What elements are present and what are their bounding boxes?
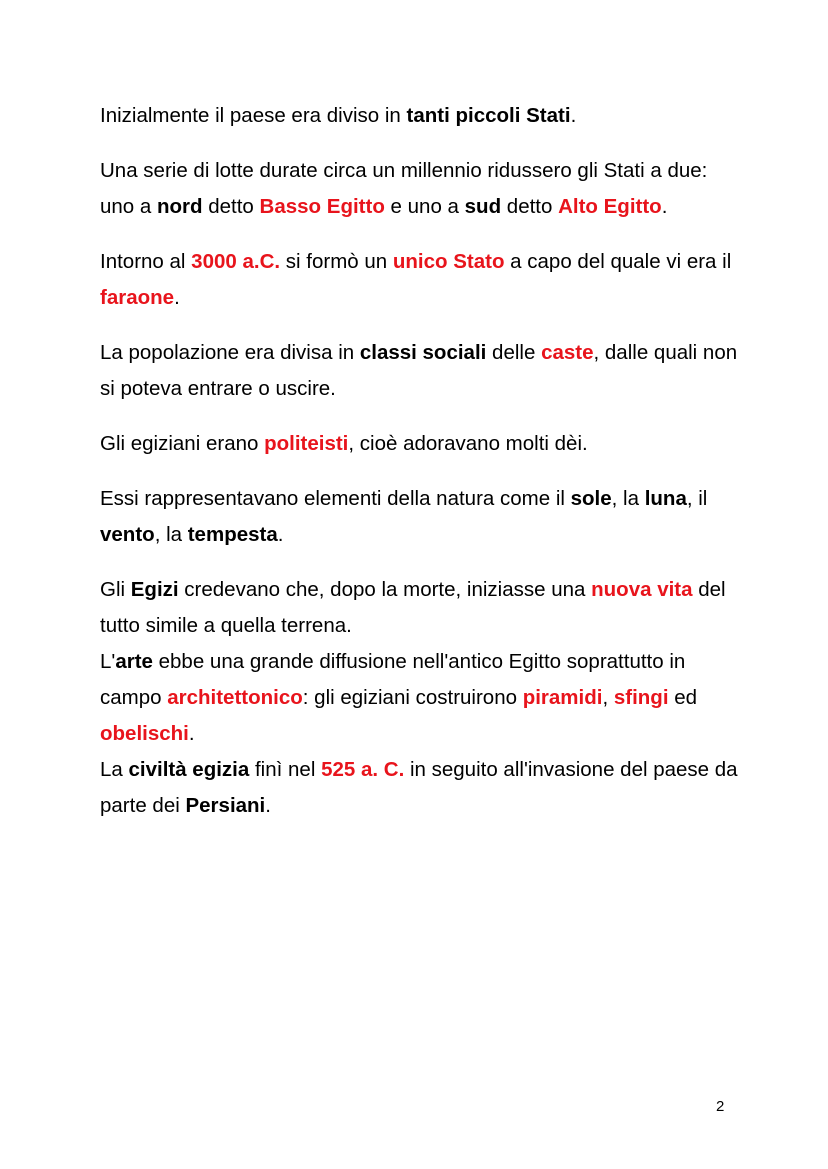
text-run: e uno a: [384, 195, 465, 218]
text-run: La popolazione era divisa in: [100, 341, 360, 364]
text-run: Essi rappresentavano elementi della natura come il: [100, 487, 571, 510]
page-number: 2: [716, 1098, 725, 1115]
text-run: .: [265, 794, 271, 817]
text-run: .: [174, 286, 180, 309]
bold-term: nord: [157, 195, 203, 218]
text-run: si formò un: [280, 250, 393, 273]
text-run: detto: [501, 195, 559, 218]
text-run: Una serie di lotte durate circa un millennio ridussero gli Stati a due: uno a: [100, 159, 708, 218]
text-run: Intorno al: [100, 250, 192, 273]
highlighted-term: politeisti: [264, 432, 349, 455]
highlighted-term: sfingi: [613, 686, 669, 709]
text-run: , la: [611, 487, 645, 510]
bold-term: tanti piccoli Stati: [406, 104, 571, 127]
bold-term: sole: [570, 487, 612, 510]
text-run: ,: [602, 686, 614, 709]
text-run: Gli egiziani erano: [100, 432, 265, 455]
text-run: , cioè adoravano molti dèi.: [348, 432, 588, 455]
text-run: .: [570, 104, 577, 127]
document-body: [100, 98, 740, 824]
text-run: in seguito all'invasione del paese da parte dei: [100, 758, 738, 817]
text-run: La: [100, 758, 129, 781]
paragraph-unico-stato: [100, 244, 740, 316]
text-run: delle: [486, 341, 542, 364]
paragraph-nuova-vita: [100, 572, 740, 644]
bold-term: vento: [100, 523, 155, 546]
highlighted-term: obelischi: [100, 722, 189, 745]
paragraph-classi-sociali: [100, 335, 740, 407]
text-run: Gli: [100, 578, 131, 601]
text-run: .: [188, 722, 195, 745]
text-run: , la: [154, 523, 188, 546]
bold-term: civiltà egizia: [128, 758, 250, 781]
highlighted-term: Alto Egitto: [558, 195, 662, 218]
bold-term: arte: [115, 650, 153, 673]
paragraph-arte: [100, 644, 740, 752]
text-run: .: [661, 195, 668, 218]
highlighted-term: 525 a. C.: [321, 758, 405, 781]
text-run: finì nel: [249, 758, 322, 781]
text-run: del tutto simile a quella terrena.: [100, 578, 726, 637]
bold-term: tempesta: [187, 523, 278, 546]
highlighted-term: Basso Egitto: [259, 195, 385, 218]
text-run: detto: [202, 195, 260, 218]
highlighted-term: caste: [541, 341, 594, 364]
text-run: , il: [686, 487, 708, 510]
highlighted-term: faraone: [100, 286, 175, 309]
paragraph-lotte: [100, 153, 740, 225]
bold-term: Persiani: [185, 794, 266, 817]
paragraph-fine-civilta: [100, 752, 740, 824]
paragraph-natura: [100, 481, 740, 553]
highlighted-term: piramidi: [522, 686, 603, 709]
paragraph-politeisti: [100, 426, 740, 462]
paragraph-stati: [100, 98, 740, 134]
text-run: Inizialmente il paese era diviso in: [100, 104, 407, 127]
text-run: , dalle quali non si poteva entrare o uscire.: [100, 341, 738, 400]
bold-term: sud: [464, 195, 502, 218]
text-run: ed: [668, 686, 698, 709]
text-run: L': [100, 650, 116, 673]
highlighted-term: nuova vita: [591, 578, 693, 601]
highlighted-term: unico Stato: [392, 250, 505, 273]
bold-term: Egizi: [130, 578, 179, 601]
text-run: credevano che, dopo la morte, iniziasse una: [178, 578, 592, 601]
text-run: a capo del quale vi era il: [504, 250, 732, 273]
bold-term: classi sociali: [359, 341, 487, 364]
highlighted-term: architettonico: [167, 686, 303, 709]
text-run: : gli egiziani costruirono: [302, 686, 523, 709]
highlighted-term: 3000 a.C.: [191, 250, 281, 273]
text-run: .: [277, 523, 284, 546]
bold-term: luna: [644, 487, 687, 510]
text-run: ebbe una grande diffusione nell'antico Egitto soprattutto in campo: [100, 650, 686, 709]
